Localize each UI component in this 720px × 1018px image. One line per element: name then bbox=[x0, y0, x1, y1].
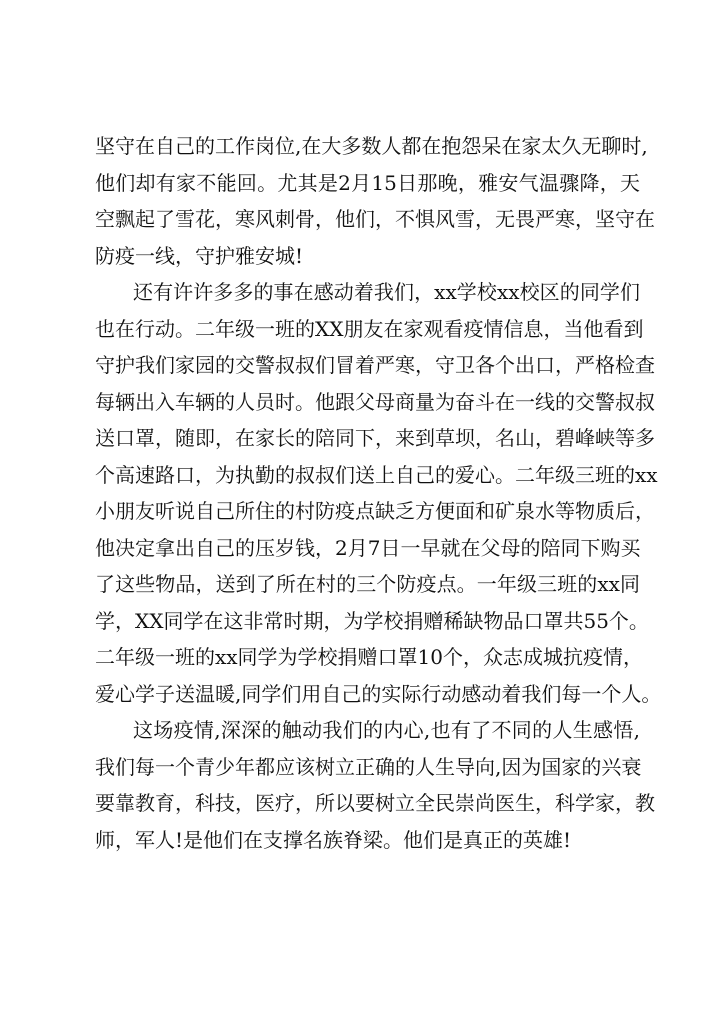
paragraph-1-line-3: 空飘起了雪花，寒风刺骨，他们，不惧风雪，无畏严寒，坚守在 bbox=[95, 207, 655, 231]
paragraph-2-line-3: 守护我们家园的交警叔叔们冒着严寒，守卫各个出口，严格检查 bbox=[95, 353, 655, 377]
paragraph-3-line-4: 师，军人!是他们在支撑名族脊梁。他们是真正的英雄! bbox=[95, 827, 572, 852]
paragraph-2-line-8: 他决定拿出自己的压岁钱，2月7日一早就在父母的陪同下购买 bbox=[95, 535, 641, 560]
paragraph-2-line-1: 还有许许多多的事在感动着我们，xx学校xx校区的同学们 bbox=[133, 280, 640, 304]
paragraph-2-line-5: 送口罩，随即，在家长的陪同下，来到草坝，名山，碧峰峡等多 bbox=[95, 426, 655, 450]
paragraph-2-line-7: 小朋友听说自己所住的村防疫点缺乏方便面和矿泉水等物质后， bbox=[95, 499, 655, 523]
paragraph-2-line-2: 也在行动。二年级一班的XX朋友在家观看疫情信息，当他看到 bbox=[95, 316, 644, 341]
paragraph-2-line-10: 学，XX同学在这非常时期，为学校捐赠稀缺物品口罩共55个。 bbox=[95, 608, 649, 633]
paragraph-3-line-3: 要靠教育，科技，医疗，所以要树立全民崇尚医生，科学家，教 bbox=[95, 791, 655, 815]
paragraph-1-line-2: 他们却有家不能回。尤其是2月15日那晚，雅安气温骤降，天 bbox=[95, 170, 640, 195]
paragraph-2-line-12: 爱心学子送温暖,同学们用自己的实际行动感动着我们每一个人。 bbox=[95, 681, 662, 706]
paragraph-3-line-1: 这场疫情,深深的触动我们的内心,也有了不同的人生感悟, bbox=[133, 718, 640, 742]
paragraph-2-line-9: 了这些物品，送到了所在村的三个防疫点。一年级三班的xx同 bbox=[95, 572, 640, 596]
paragraph-1-line-4: 防疫一线，守护雅安城! bbox=[95, 243, 304, 268]
paragraph-2-line-6: 个高速路口，为执勤的叔叔们送上自己的爱心。二年级三班的xx bbox=[95, 462, 658, 487]
body-text bbox=[95, 128, 662, 858]
paragraph-1-line-1: 坚守在自己的工作岗位,在大多数人都在抱怨呆在家太久无聊时, bbox=[95, 134, 648, 158]
paragraph-3-line-2: 我们每一个青少年都应该树立正确的人生导向,因为国家的兴衰 bbox=[95, 754, 642, 779]
paragraph-2-line-4: 每辆出入车辆的人员时。他跟父母商量为奋斗在一线的交警叔叔 bbox=[95, 389, 655, 414]
paragraph-2-line-11: 二年级一班的xx同学为学校捐赠口罩10个，众志成城抗疫情， bbox=[95, 645, 644, 669]
